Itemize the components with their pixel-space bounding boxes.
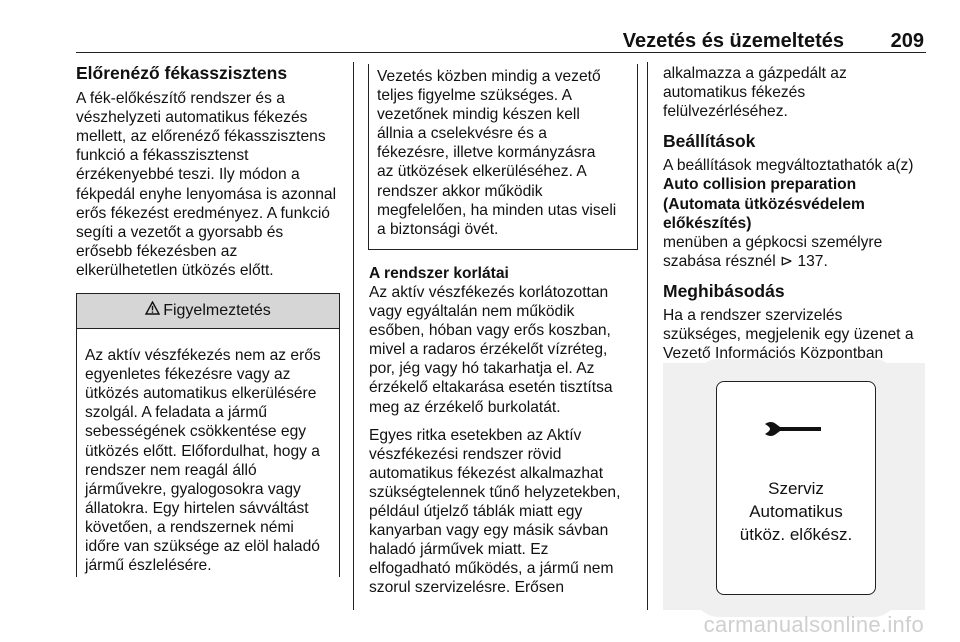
column-3 xyxy=(663,64,926,382)
warning-header xyxy=(76,293,340,329)
page-number: 209 xyxy=(890,30,924,52)
column-1 xyxy=(76,64,348,577)
section-heading-fault: Meghibásodás xyxy=(663,280,785,301)
section-heading-system-limits: A rendszer korlátai xyxy=(369,264,509,282)
header-rule xyxy=(76,52,926,53)
warning-box xyxy=(76,293,340,577)
section-heading-forward-brake-assist: Előrenéző fékasszisztens xyxy=(76,63,288,83)
system-limits-paragraph: Az aktív vészfékezés korlátozottan vagy egyáltalán nem működik esőben, hóban vagy erős koszban, mivel a radaros érzékelőt vízréteg, por, jég vagy hó takarhatja el. Az érzékelő eltakarása esetén tisztítsa meg az érzékelő burkolatát. xyxy=(369,283,613,416)
fault-paragraph: Ha a rendszer szervizelés szükséges, megjelenik egy üzenet a Vezető Információs Központban xyxy=(663,307,914,363)
section-heading-settings: Beállítások xyxy=(663,131,756,152)
settings-text-after: menüben a gépkocsi személyre szabása résznél xyxy=(663,233,883,270)
settings-menu-path: Auto collision preparation (Automata ütközésvédelem előkészítés) xyxy=(663,176,865,232)
warning-text: Az aktív vészfékezés nem az erős egyenletes fékezésre vagy az ütközés automatikus elkerülésére szolgál. A feladata a jármű sebességének csökkentése egy ütközés előtt. Előfordulhat, hogy a rendszer nem reagál álló járművekre, gyalogosokra vagy állatokra. Egy hirtelen sávváltást követően, a rendszernek némi időre van szüksége az elöl haladó jármű észlelésére. xyxy=(85,347,321,575)
page-reference-arrow-icon: ⊳ xyxy=(780,252,794,270)
rare-cases-paragraph: Egyes ritka esetekben az Aktív vészfékezési rendszer rövid automatikus fékezést alkalmazhat szükségtelennek tűnő helyzetekben, például útjelző táblák miatt egy kanyarban vagy egy másik sávban haladó járművek miatt. Ez elfogadható működés, a jármű nem szorul szervizelésre. Erősen xyxy=(369,426,621,597)
settings-paragraph xyxy=(663,233,926,271)
wrench-icon xyxy=(763,418,823,445)
column-2 xyxy=(369,64,633,597)
running-header-title: Vezetés és üzemeltetés xyxy=(622,30,844,52)
dic-message: Szerviz Automatikus ütköz. előkész. xyxy=(739,479,853,544)
warning-continuation-box: Vezetés közben mindig a vezető teljes figyelme szükséges. A vezetőnek mindig készen kell állnia a cselekvésre és a fékezésre, illetve kormányzásra az ütközések elkerüléséhez. A rendszer akkor működik megfelelően, ha minden utas viseli a biztonsági övét. xyxy=(368,64,638,250)
dic-display xyxy=(716,381,876,595)
forward-brake-assist-paragraph: A fék-előkészítő rendszer és a vészhelyzeti automatikus fékezés mellett, az előrenéző fékasszisztens funkció a fékasszisztenst érzékenyebbé teszi. Ily módon a fékpedál enyhe lenyomása is azonnal erős fékezést eredményez. A funkció segíti a vezetőt a gyorsabb és erősebb fékezésben az elkerülhetetlen ütközés előtt. xyxy=(76,90,337,279)
column-divider-right xyxy=(647,62,648,610)
settings-intro: A beállítások megváltoztathatók a(z) xyxy=(663,157,914,175)
watermark: carmanualsonline.info xyxy=(703,612,924,637)
warning-triangle-icon xyxy=(145,301,160,320)
column-divider-left xyxy=(353,62,354,610)
page-reference-link[interactable]: 137. xyxy=(797,252,828,270)
warning-title: Figyelmeztetés xyxy=(163,302,271,320)
continuation-paragraph: alkalmazza a gázpedált az automatikus fékezés felülvezérléséhez. xyxy=(663,65,847,121)
